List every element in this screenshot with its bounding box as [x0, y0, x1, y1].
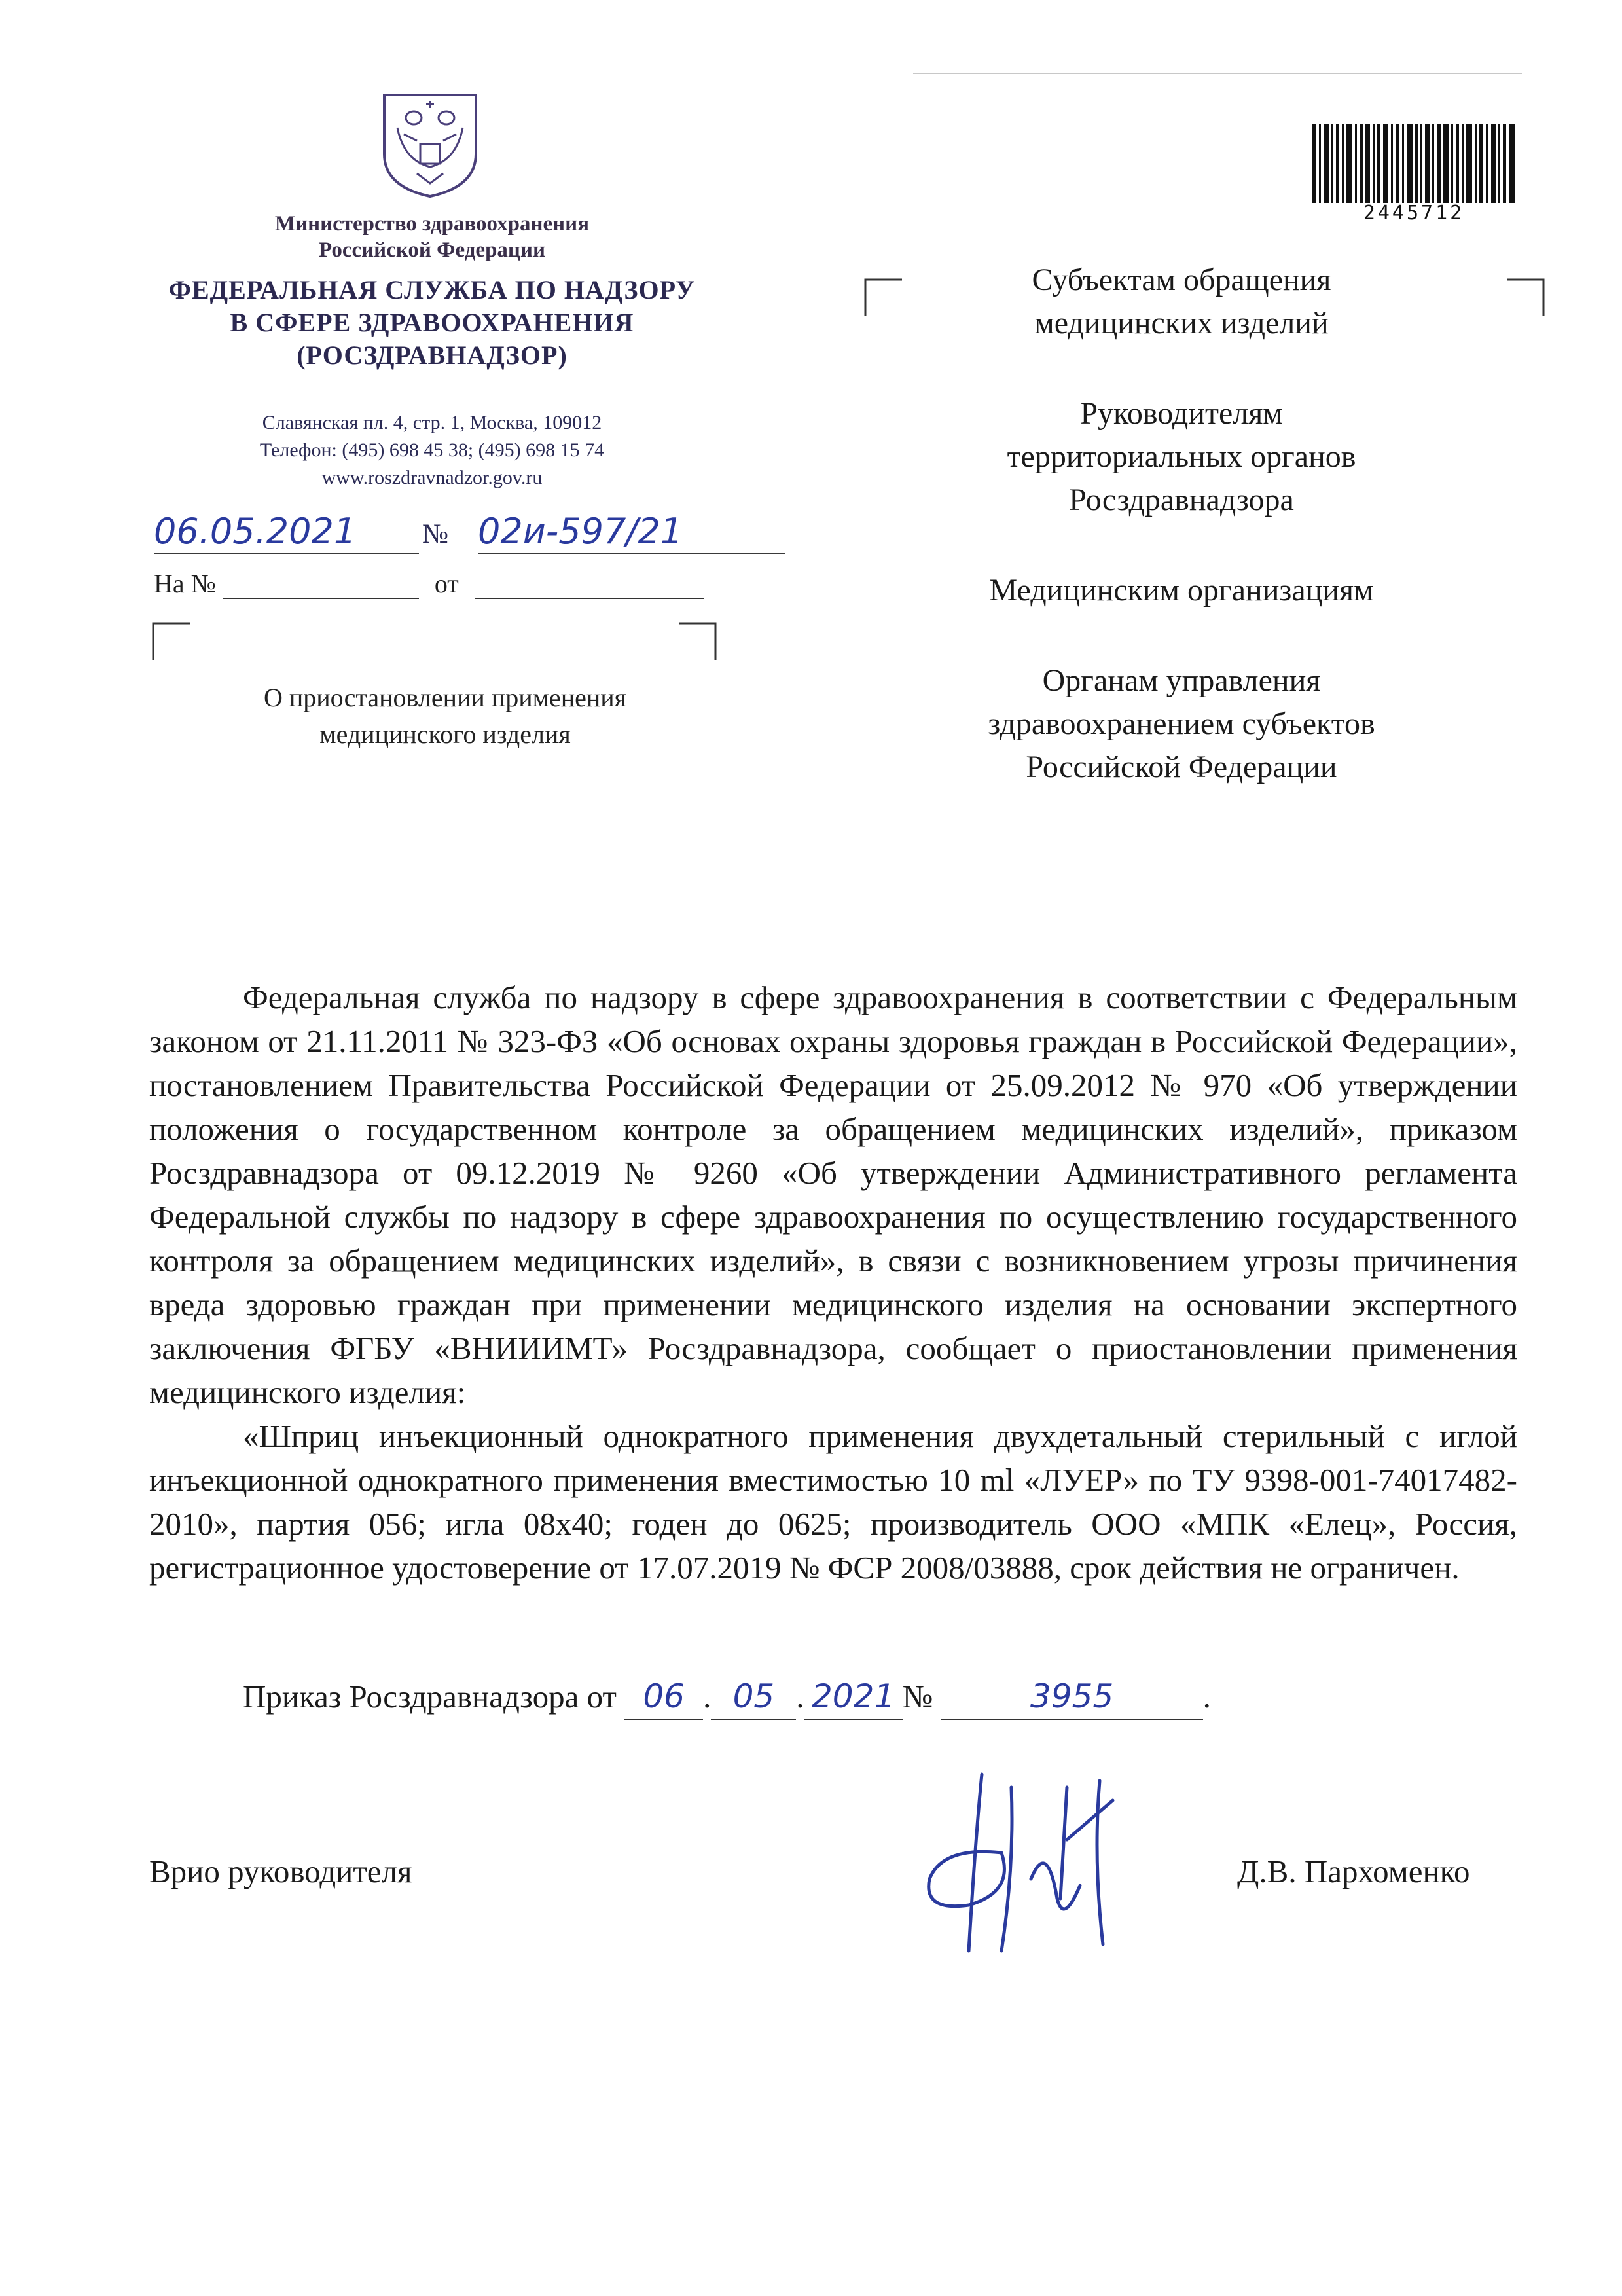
registration-date-field: [154, 511, 419, 554]
reply-date-blank: [475, 574, 704, 599]
letter-subject: [183, 680, 707, 753]
addressee-line: Российской Федерации: [1026, 750, 1337, 784]
addressee-line: Руководителям: [1080, 396, 1283, 431]
barcode-number: 2445712: [1363, 202, 1465, 225]
body-paragraph-2: «Шприц инъекционный однократного применения двухдетальный стерильный с иглой инъекционной однократного применения вместимостью 10 ml «ЛУЕР» по ТУ 9398-001-74017482-2010», партия 056; игла 08х40; годен до 0625; производитель ООО «МПК «Елец», Россия, регистрационное удостоверение от 17.07.2019 № ФСР 2008/03888, срок действия не ограничен.: [149, 1418, 1517, 1586]
letter-body: [149, 975, 1517, 1590]
reply-date-label: от: [434, 569, 459, 598]
addressee-block: [903, 259, 1460, 836]
ministry-line-1: Министерство здравоохранения: [274, 212, 590, 236]
order-number-sign: №: [902, 1679, 933, 1715]
agency-phone: Телефон: (495) 698 45 38; (495) 698 15 74: [259, 439, 605, 461]
body-paragraph-1: Федеральная служба по надзору в сфере здравоохранения в соответствии с Федеральным законом от 21.11.2011 № 323-ФЗ «Об основах охраны здоровья граждан в Российской Федерации», постановлением Правительства Российской Федерации от 25.09.2012 № 970 «Об утверждении положения о государственном контроле за обращением медицинских изделий», приказом Росздравнадзора от 09.12.2019 № 9260 «Об утверждении Административного регламента Федеральной службы по надзору в сфере здравоохранения по осуществлению государственного контроля за обращением медицинских изделий», в связи с возникновением угрозы причинения вреда здоровью граждан при применении медицинского изделия на основании экспертного заключения ФГБУ «ВНИИИМТ» Росздравнадзора, сообщает о приостановлении применения медицинского изделия:: [149, 979, 1517, 1410]
order-reference-line: Приказ Росздравнадзора от 06 . 05 . 2021 № 3955 .: [149, 1675, 1517, 1720]
addressee-line: Росздравнадзора: [1069, 483, 1294, 517]
addressee-bracket-left: [864, 278, 903, 318]
registration-number: 02и-597/21: [478, 511, 683, 552]
agency-line-2: В СФЕРЕ ЗДРАВООХРАНЕНИЯ: [230, 308, 634, 337]
addressee-line: здравоохранением субъектов: [988, 706, 1375, 741]
top-rule: [913, 73, 1522, 74]
order-month-field: [711, 1675, 796, 1720]
addressee-line: Субъектам обращения: [1032, 263, 1331, 297]
order-year: 2021: [812, 1677, 895, 1715]
signatory-name: Д.В. Пархоменко: [1237, 1853, 1470, 1889]
subject-line-2: медицинского изделия: [319, 720, 571, 749]
subject-bracket-left: [152, 622, 191, 661]
agency-line-3: (РОСЗДРАВНАДЗОР): [297, 340, 568, 370]
addressee-group-3: [903, 569, 1460, 612]
order-number: 3955: [1030, 1677, 1114, 1715]
reply-number-label: На №: [154, 569, 216, 598]
signatory-position: Врио руководителя: [149, 1853, 412, 1889]
coat-of-arms-emblem: [378, 82, 482, 200]
subject-line-1: О приостановлении применения: [263, 683, 627, 712]
registration-date: 06.05.2021: [154, 511, 357, 552]
order-day-field: [624, 1675, 703, 1720]
addressee-bracket-right: [1505, 278, 1545, 318]
order-day: 06: [643, 1677, 685, 1715]
reply-number-blank: [223, 574, 419, 599]
subject-bracket-right: [677, 622, 717, 661]
ministry-name: [144, 211, 720, 263]
ministry-line-2: Российской Федерации: [319, 238, 545, 262]
reply-reference-row: [154, 568, 704, 599]
agency-line-1: ФЕДЕРАЛЬНАЯ СЛУЖБА ПО НАДЗОРУ: [168, 275, 696, 304]
handwritten-signature: [903, 1761, 1152, 1958]
addressee-group-1: [903, 259, 1460, 345]
barcode: [1312, 124, 1515, 203]
order-number-field: [941, 1675, 1203, 1720]
registration-number-field: [478, 511, 785, 554]
registration-number-sign: №: [422, 519, 449, 549]
order-year-field: [804, 1675, 903, 1720]
registration-row: [154, 504, 828, 563]
order-month: 05: [732, 1677, 775, 1715]
agency-website[interactable]: www.roszdravnadzor.gov.ru: [321, 467, 543, 488]
addressee-group-2: [903, 392, 1460, 522]
addressee-group-4: [903, 659, 1460, 789]
agency-name: [111, 274, 753, 372]
addressee-line: Медицинским организациям: [989, 573, 1374, 608]
addressee-line: Органам управления: [1042, 663, 1321, 698]
addressee-line: медицинских изделий: [1034, 306, 1329, 340]
agency-contacts: [144, 409, 720, 492]
addressee-line: территориальных органов: [1007, 439, 1356, 474]
order-prefix: Приказ Росздравнадзора от: [243, 1679, 617, 1715]
agency-address: Славянская пл. 4, стр. 1, Москва, 109012: [262, 412, 602, 433]
